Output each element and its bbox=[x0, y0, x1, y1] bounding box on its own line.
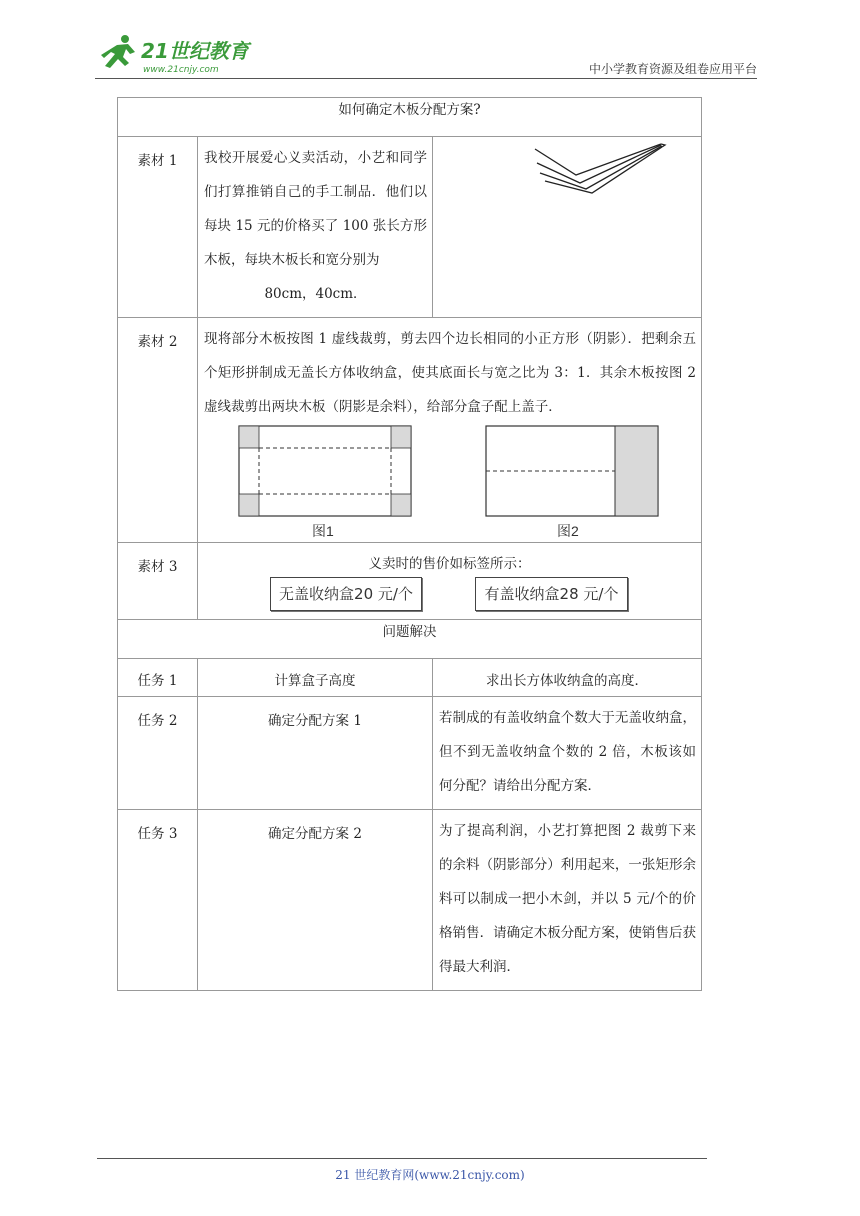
material-2-text: 现将部分木板按图 1 虚线裁剪，剪去四个边长相同的小正方形（阴影）．把剩余五个矩形拼制成无盖长方体收纳盒，使其底面长与宽之比为 3：1．其余木板按图 2 虚线裁剪出两块木板（阴影是余料），给部分盒子配上盖子． bbox=[204, 331, 696, 415]
table-title-row bbox=[118, 98, 702, 137]
task-1-name: 计算盒子高度 bbox=[198, 659, 433, 697]
task-2-row bbox=[118, 697, 702, 810]
figure-1-caption: 图1 bbox=[312, 523, 334, 539]
material-1-label: 素材 1 bbox=[118, 137, 198, 318]
section-title: 问题解决 bbox=[118, 620, 702, 659]
task-2-name: 确定分配方案 1 bbox=[198, 697, 433, 810]
task-1-label: 任务 1 bbox=[118, 659, 198, 697]
material-2-row bbox=[118, 318, 702, 543]
price-tags bbox=[198, 573, 701, 619]
logo-sub-text: www.21cnjy.com bbox=[143, 65, 219, 75]
task-3-desc: 为了提高利润，小艺打算把图 2 裁剪下来的余料（阴影部分）利用起来，一张矩形余料可以制成一把小木剑，并以 5 元/个的价格销售．请确定木板分配方案，使销售后获得最大利润． bbox=[433, 810, 702, 991]
task-1-desc: 求出长方体收纳盒的高度． bbox=[433, 659, 702, 697]
table-title: 如何确定木板分配方案? bbox=[118, 98, 702, 137]
figures bbox=[198, 424, 701, 542]
material-1-dims: 80cm，40cm． bbox=[264, 286, 367, 302]
task-2-label: 任务 2 bbox=[118, 697, 198, 810]
material-2-cell bbox=[198, 318, 702, 543]
material-3-row bbox=[118, 543, 702, 620]
material-1-row bbox=[118, 137, 702, 318]
task-3-row bbox=[118, 810, 702, 991]
footer-rule bbox=[97, 1158, 707, 1159]
material-2-label: 素材 2 bbox=[118, 318, 198, 543]
task-1-row bbox=[118, 659, 702, 697]
header-rule bbox=[95, 78, 757, 79]
task-3-name: 确定分配方案 2 bbox=[198, 810, 433, 991]
figure-1 bbox=[238, 424, 414, 520]
task-2-desc: 若制成的有盖收纳盒个数大于无盖收纳盒，但不到无盖收纳盒个数的 2 倍，木板该如何分配？请给出分配方案． bbox=[433, 697, 702, 810]
material-3-cell bbox=[198, 543, 702, 620]
page-header bbox=[95, 30, 757, 78]
material-1-text: 我校开展爱心义卖活动，小艺和同学们打算推销自己的手工制品．他们以每块 15 元的价格买了 100 张长方形木板，每块木板长和宽分别为 bbox=[204, 150, 427, 268]
price-tag-with-lid: 有盖收纳盒28 元/个 bbox=[475, 577, 628, 611]
material-3-label: 素材 3 bbox=[118, 543, 198, 620]
platform-name: 中小学教育资源及组卷应用平台 bbox=[588, 62, 757, 76]
task-3-label: 任务 3 bbox=[118, 810, 198, 991]
figure-2-caption: 图2 bbox=[557, 523, 579, 539]
boards-illustration bbox=[433, 137, 701, 307]
material-1-figure-cell bbox=[433, 137, 702, 318]
section-row bbox=[118, 620, 702, 659]
material-3-text: 义卖时的售价如标签所示： bbox=[368, 556, 531, 572]
problem-table bbox=[117, 97, 702, 991]
logo-main-text: 21世纪教育 bbox=[141, 39, 249, 63]
material-1-text-cell bbox=[198, 137, 433, 318]
footer-text[interactable]: 21 世纪教育网(www.21cnjy.com) bbox=[335, 1168, 525, 1182]
figure-2 bbox=[485, 424, 661, 520]
logo-21cnjy bbox=[95, 32, 265, 76]
price-tag-no-lid: 无盖收纳盒20 元/个 bbox=[270, 577, 422, 611]
